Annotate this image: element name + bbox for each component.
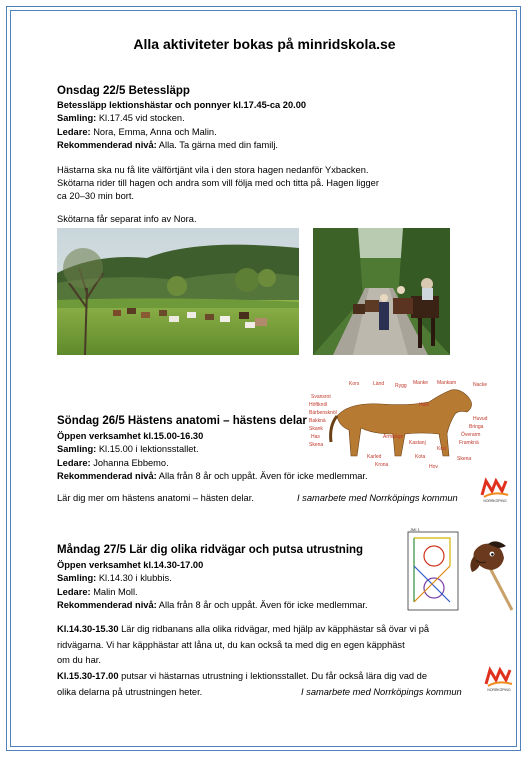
level-value: Alla. Ta gärna med din familj. bbox=[158, 140, 278, 150]
ledare-value: Malin Moll. bbox=[93, 587, 138, 597]
horse-anatomy-diagram bbox=[309, 376, 499, 472]
samling-value: Kl.14.30 i klubbis. bbox=[98, 573, 172, 583]
svg-text:Bringa: Bringa bbox=[469, 424, 484, 430]
event1-samling bbox=[57, 112, 185, 125]
logo-text: NORRKÖPING bbox=[487, 688, 511, 692]
svg-text:Armbåge: Armbåge bbox=[383, 434, 404, 440]
event3-cooperation: I samarbete med Norrköpings kommun bbox=[301, 687, 462, 697]
svg-text:Mankam: Mankam bbox=[437, 380, 457, 386]
page-title: Alla aktiviteter bokas på minridskola.se bbox=[133, 36, 396, 52]
logo-text: NORRKÖPING bbox=[483, 499, 507, 503]
svg-text:Höftknöl: Höftknöl bbox=[309, 402, 328, 408]
event2-subheading: Öppen verksamhet kl.15.00-16.30 bbox=[57, 431, 204, 441]
samling-value: Kl.15.00 i lektionsstallet. bbox=[98, 444, 199, 454]
samling-label: Samling: bbox=[57, 444, 97, 454]
diagram-label: JMI 1 bbox=[410, 527, 420, 532]
event3-samling bbox=[57, 572, 172, 585]
svg-text:Rygg: Rygg bbox=[395, 383, 407, 389]
svg-text:Svansrot: Svansrot bbox=[311, 394, 331, 400]
event3-ledare bbox=[57, 586, 138, 599]
ledare-label: Ledare: bbox=[57, 127, 91, 137]
p1-text: Lär dig ridbanans alla olika ridvägar, med hjälp av käpphästar så övar vi på bbox=[118, 624, 430, 634]
svg-text:Skank: Skank bbox=[309, 426, 323, 432]
event3-p1-line1 bbox=[57, 623, 429, 636]
event2-cooperation: I samarbete med Norrköpings kommun bbox=[297, 493, 458, 503]
svg-text:Krona: Krona bbox=[375, 462, 389, 468]
samling-label: Samling: bbox=[57, 573, 97, 583]
svg-text:Huvud: Huvud bbox=[473, 416, 488, 422]
event1-heading: Onsdag 22/5 Betessläpp bbox=[57, 85, 190, 97]
svg-text:Nacke: Nacke bbox=[473, 382, 488, 388]
level-label: Rekommenderad nivå: bbox=[57, 600, 157, 610]
svg-text:Has: Has bbox=[311, 434, 320, 440]
hobby-horse-image bbox=[466, 538, 516, 614]
samling-label: Samling: bbox=[57, 113, 97, 123]
svg-text:Överarm: Överarm bbox=[461, 432, 481, 438]
svg-text:Länd: Länd bbox=[373, 381, 385, 387]
svg-text:Hals: Hals bbox=[419, 402, 430, 408]
svg-text:Skena: Skena bbox=[457, 456, 472, 462]
event3-level bbox=[57, 599, 368, 612]
level-value: Alla från 8 år och uppåt. Även för icke medlemmar. bbox=[158, 471, 368, 481]
event1-level bbox=[57, 139, 278, 152]
svg-text:Manke: Manke bbox=[413, 380, 429, 386]
p1-time: Kl.14.30-15.30 bbox=[57, 624, 119, 634]
meadow-horses-photo bbox=[57, 228, 299, 355]
level-label: Rekommenderad nivå: bbox=[57, 140, 157, 150]
ledare-label: Ledare: bbox=[57, 587, 91, 597]
ledare-value: Johanna Ebbemo. bbox=[93, 458, 169, 468]
svg-text:Kastanj: Kastanj bbox=[409, 440, 426, 446]
event1-ledare bbox=[57, 126, 217, 139]
norrkoping-logo-2 bbox=[482, 666, 516, 692]
svg-text:Framknä: Framknä bbox=[459, 440, 479, 446]
p2-text: putsar vi hästarnas utrustning i lektionsstallet. Du får också lära dig vad de bbox=[118, 671, 428, 681]
level-label: Rekommenderad nivå: bbox=[57, 471, 157, 481]
svg-text:Kota: Kota bbox=[415, 454, 426, 460]
ledare-value: Nora, Emma, Anna och Malin. bbox=[93, 127, 217, 137]
event3-p1-line3: om du har. bbox=[57, 655, 101, 665]
svg-text:Kors: Kors bbox=[349, 381, 360, 387]
svg-text:Bärbensknöl: Bärbensknöl bbox=[309, 410, 337, 416]
event2-heading: Söndag 26/5 Hästens anatomi – hästens delar bbox=[57, 415, 307, 427]
event1-para2: Skötarna får separat info av Nora. bbox=[57, 214, 197, 224]
event1-subheading: Betessläpp lektionshästar och ponnyer kl.17.45-ca 20.00 bbox=[57, 100, 307, 110]
event3-subheading: Öppen verksamhet kl.14.30-17.00 bbox=[57, 560, 204, 570]
svg-text:Knä: Knä bbox=[437, 446, 446, 452]
event2-para: Lär dig mer om hästens anatomi – hästen delar. bbox=[57, 493, 254, 503]
event2-ledare bbox=[57, 457, 169, 470]
event1-para1-line1: Hästarna ska nu få lite välförtjänt vila i den stora hagen nedanför Yxbacken. bbox=[57, 165, 369, 175]
event3-p2-line2: olika delarna på utrustningen heter. bbox=[57, 687, 203, 697]
event3-p2-line1 bbox=[57, 670, 427, 683]
level-value: Alla från 8 år och uppåt. Även för icke medlemmar. bbox=[158, 600, 368, 610]
arena-paths-diagram bbox=[404, 526, 462, 612]
p2-time: Kl.15.30-17.00 bbox=[57, 671, 119, 681]
event3-heading: Måndag 27/5 Lär dig olika ridvägar och putsa utrustning bbox=[57, 544, 364, 556]
ledare-label: Ledare: bbox=[57, 458, 91, 468]
riders-road-photo bbox=[313, 228, 450, 355]
svg-text:Skena: Skena bbox=[309, 442, 324, 448]
event3-p1-line2: ridvägarna. Vi har käpphästar att låna ut, du kan också ta med dig en egen käpphäst bbox=[57, 640, 405, 650]
norrkoping-logo bbox=[478, 477, 512, 503]
samling-value: Kl.17.45 vid stocken. bbox=[98, 113, 185, 123]
svg-text:Hov: Hov bbox=[429, 464, 438, 470]
svg-text:Bakknä: Bakknä bbox=[309, 418, 326, 424]
svg-text:Karled: Karled bbox=[367, 454, 382, 460]
event1-para1-line3: ca 20–30 min bort. bbox=[57, 191, 135, 201]
event2-samling bbox=[57, 443, 199, 456]
event1-para1-line2: Skötarna rider till hagen och andra som vill följa med och titta på. Hagen ligger bbox=[57, 178, 379, 188]
